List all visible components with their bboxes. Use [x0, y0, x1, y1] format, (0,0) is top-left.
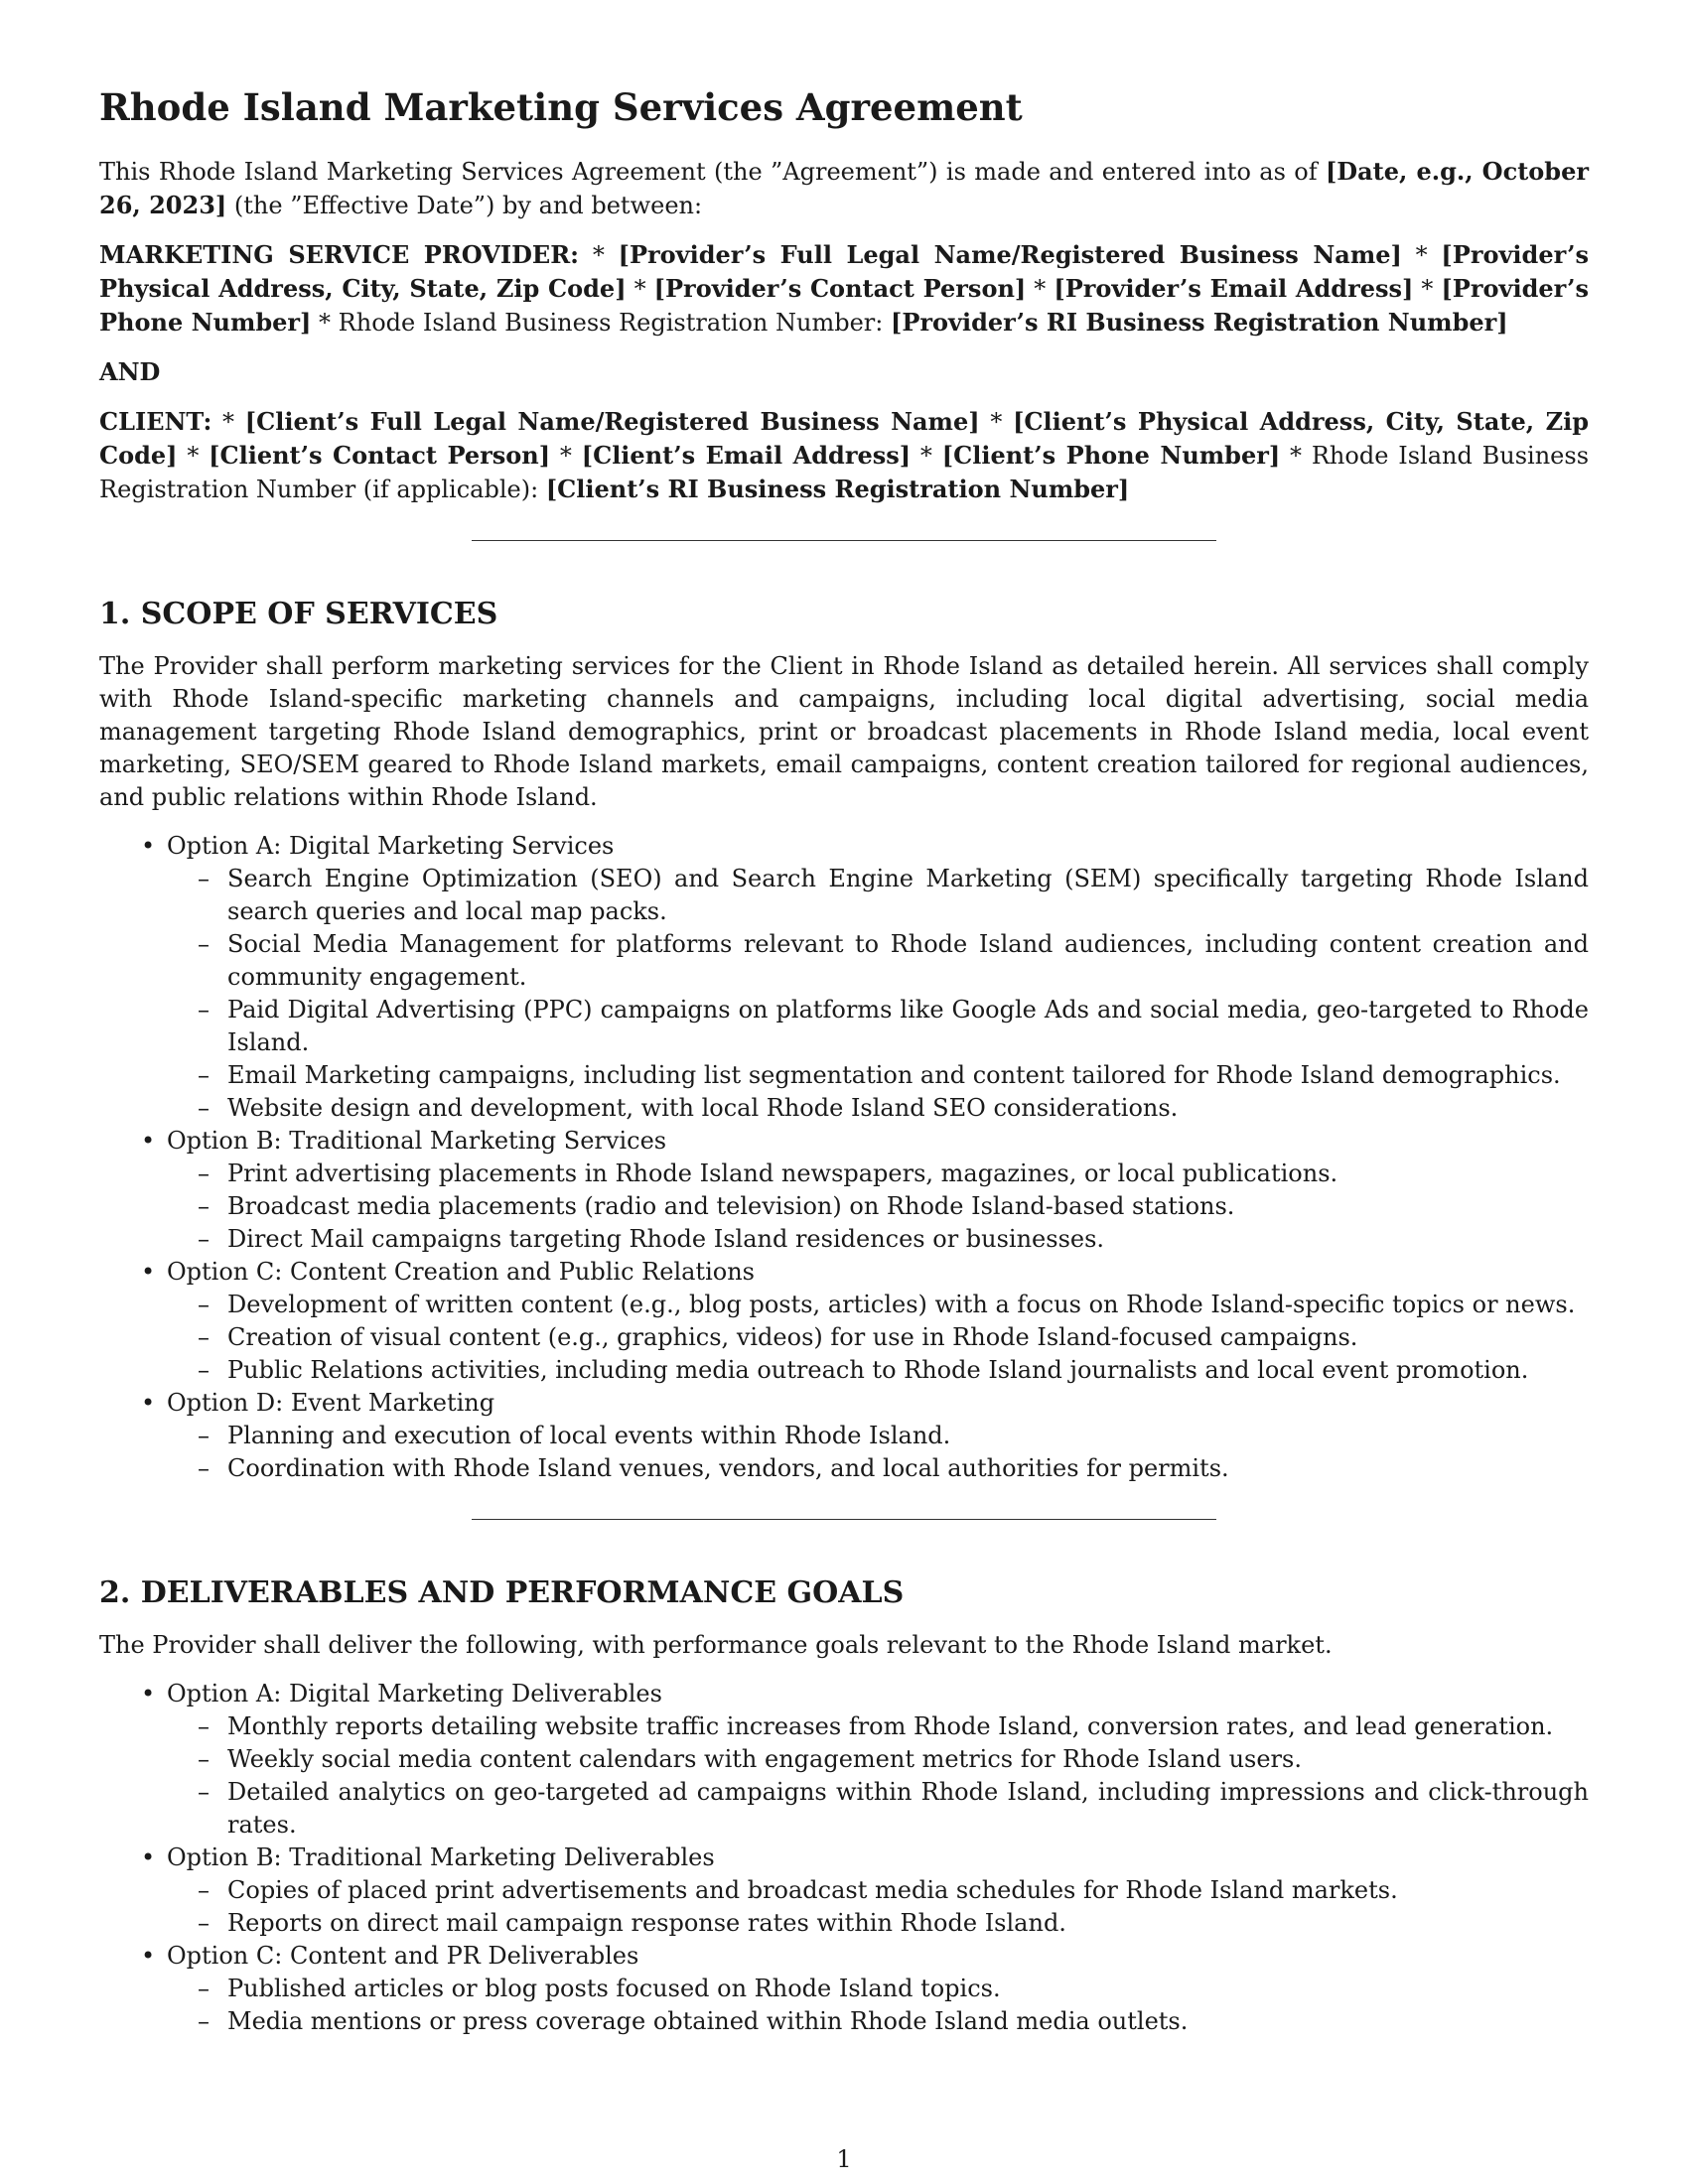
client-phone: [Client’s Phone Number] [941, 441, 1281, 470]
list-item: – Coordination with Rhode Island venues, vendors, and local authorities for permits. [227, 1452, 1589, 1485]
list-item: – Broadcast media placements (radio and television) on Rhode Island-based stations. [227, 1190, 1589, 1223]
list-item: • Option D: Event Marketing – Planning and execution of local events within Rhode Island. – Coordination with Rhode Island venues, vendors, and local authorities for permits. [167, 1387, 1589, 1485]
client-name: [Client’s Full Legal Name/Registered Business Name] [244, 407, 980, 436]
list-item: – Reports on direct mail campaign response rates within Rhode Island. [227, 1907, 1589, 1940]
list-item: • Option C: Content Creation and Public Relations – Development of written content (e.g., blog posts, articles) with a focus on Rhode Island-specific topics or news. – Creation of visual content (e.g., graphics, videos) for use in Rhode Island-focused campaigns. – Public Relations activities, including media outreach to Rhode Island journalists and local event promotion. [167, 1256, 1589, 1387]
list-item: – Print advertising placements in Rhode Island newspapers, magazines, or local publications. [227, 1158, 1589, 1190]
provider-address: [Provider’s Physical Address, City, State, Zip Code] [99, 240, 1589, 303]
document-page [99, 85, 1589, 2038]
list-item: – Planning and execution of local events within Rhode Island. [227, 1420, 1589, 1452]
client-contact: [Client’s Contact Person] [209, 441, 551, 470]
provider-phone: [Provider’s Phone Number] [99, 274, 1590, 337]
client-email: [Client’s Email Address] [581, 441, 912, 470]
client-block: CLIENT: * [Client’s Full Legal Name/Registered Business Name] * [Client’s Physical Address, City, State, Zip Code] * [Client’s Contact Person] * [Client’s Email Address] * [Client’s Phone Number] * Rhode Island Business Registration Number (if applicable): [Client’s RI Business Registration Number] [99, 407, 1590, 503]
list-item: – Public Relations activities, including media outreach to Rhode Island journalists and local event promotion. [227, 1354, 1589, 1387]
provider-label: MARKETING SERVICE PROVIDER: [99, 240, 580, 269]
list-item: • Option A: Digital Marketing Deliverables – Monthly reports detailing website traffic increases from Rhode Island, conversion rates, and lead generation. – Weekly social media content calendars with engagement metrics for Rhode Island users. – Detailed analytics on geo-targeted ad campaigns within Rhode Island, including impressions and click-through rates. [167, 1678, 1589, 1842]
list-item: • Option B: Traditional Marketing Deliverables – Copies of placed print advertisements and broadcast media schedules for Rhode Island markets. – Reports on direct mail campaign response rates within Rhode Island. [167, 1842, 1589, 1940]
list-item: – Social Media Management for platforms relevant to Rhode Island audiences, including content creation and community engagement. [227, 928, 1589, 994]
list-item: • Option A: Digital Marketing Services – Search Engine Optimization (SEO) and Search Engine Marketing (SEM) specifically targeting Rhode Island search queries and local map packs. – Social Media Management for platforms relevant to Rhode Island audiences, including content creation and community engagement. – Paid Digital Advertising (PPC) campaigns on platforms like Google Ads and social media, geo-targeted to Rhode Island. – Email Marketing campaigns, including list segmentation and content tailored for Rhode Island demographics. – Website design and development, with local Rhode Island SEO considerations. [167, 830, 1589, 1125]
section-2-heading: 2. DELIVERABLES AND PERFORMANCE GOALS [99, 1575, 905, 1610]
and-separator: AND [99, 357, 161, 386]
provider-block: MARKETING SERVICE PROVIDER: * [Provider’s Full Legal Name/Registered Business Name] * [Provider’s Physical Address, City, State, Zip Code] * [Provider’s Contact Person] * [Provider’s Email Address] * [Provider’s Phone Number] * Rhode Island Business Registration Number: [Provider’s RI Business Registration Number] [99, 240, 1590, 337]
section-2-intro: The Provider shall deliver the following, with performance goals relevant to the Rhode Island market. [99, 1631, 1333, 1659]
list-item: • Option B: Traditional Marketing Services – Print advertising placements in Rhode Island newspapers, magazines, or local publications. – Broadcast media placements (radio and television) on Rhode Island-based stations. – Direct Mail campaigns targeting Rhode Island residences or businesses. [167, 1125, 1589, 1256]
page-number: 1 [836, 2145, 852, 2173]
list-item: – Media mentions or press coverage obtained within Rhode Island media outlets. [227, 2005, 1589, 2038]
intro-paragraph: This Rhode Island Marketing Services Agreement (the ”Agreement”) is made and entered into as of [Date, e.g., October 26, 2023] (the ”Effective Date”) by and between: [99, 157, 1589, 219]
list-item: – Paid Digital Advertising (PPC) campaigns on platforms like Google Ads and social media, geo-targeted to Rhode Island. [227, 994, 1589, 1059]
list-item: – Email Marketing campaigns, including list segmentation and content tailored for Rhode Island demographics. [227, 1059, 1589, 1092]
provider-registration: [Provider’s RI Business Registration Number] [890, 308, 1508, 337]
client-registration: [Client’s RI Business Registration Number] [545, 475, 1130, 503]
list-item: – Weekly social media content calendars with engagement metrics for Rhode Island users. [227, 1743, 1589, 1776]
client-label: CLIENT: [99, 407, 212, 436]
section-1-options [99, 830, 1589, 1485]
provider-name: [Provider’s Full Legal Name/Registered Business Name] [618, 240, 1402, 269]
list-item: • Option C: Content and PR Deliverables – Published articles or blog posts focused on Rhode Island topics. – Media mentions or press coverage obtained within Rhode Island media outlets. [167, 1940, 1589, 2038]
list-item: – Website design and development, with local Rhode Island SEO considerations. [227, 1092, 1589, 1125]
list-item: – Monthly reports detailing website traffic increases from Rhode Island, conversion rates, and lead generation. [227, 1710, 1589, 1743]
horizontal-divider [472, 540, 1216, 541]
document-title: Rhode Island Marketing Services Agreement [99, 85, 1023, 129]
provider-contact: [Provider’s Contact Person] [653, 274, 1027, 303]
list-item: – Direct Mail campaigns targeting Rhode Island residences or businesses. [227, 1223, 1589, 1256]
list-item: – Development of written content (e.g., blog posts, articles) with a focus on Rhode Island-specific topics or news. [227, 1289, 1589, 1321]
effective-date-placeholder: [Date, e.g., October 26, 2023] [99, 157, 1589, 219]
client-address: [Client’s Physical Address, City, State, Zip Code] [99, 407, 1589, 470]
list-item: – Creation of visual content (e.g., graphics, videos) for use in Rhode Island-focused campaigns. [227, 1321, 1589, 1354]
section-1-heading: 1. SCOPE OF SERVICES [99, 597, 498, 631]
list-item: – Published articles or blog posts focused on Rhode Island topics. [227, 1973, 1589, 2005]
section-2-options [99, 1678, 1589, 2038]
list-item: – Detailed analytics on geo-targeted ad campaigns within Rhode Island, including impressions and click-through rates. [227, 1776, 1589, 1842]
list-item: – Search Engine Optimization (SEO) and Search Engine Marketing (SEM) specifically targeting Rhode Island search queries and local map packs. [227, 863, 1589, 928]
list-item: – Copies of placed print advertisements and broadcast media schedules for Rhode Island markets. [227, 1874, 1589, 1907]
provider-email: [Provider’s Email Address] [1054, 274, 1414, 303]
section-1-intro: The Provider shall perform marketing services for the Client in Rhode Island as detailed herein. All services shall comply with Rhode Island-specific marketing channels and campaigns, including local digital advertising, social media management targeting Rhode Island demographics, print or broadcast placements in Rhode Island media, local event marketing, SEO/SEM geared to Rhode Island markets, email campaigns, content creation tailored for regional audiences, and public relations within Rhode Island. [99, 652, 1589, 811]
horizontal-divider [472, 1519, 1216, 1520]
